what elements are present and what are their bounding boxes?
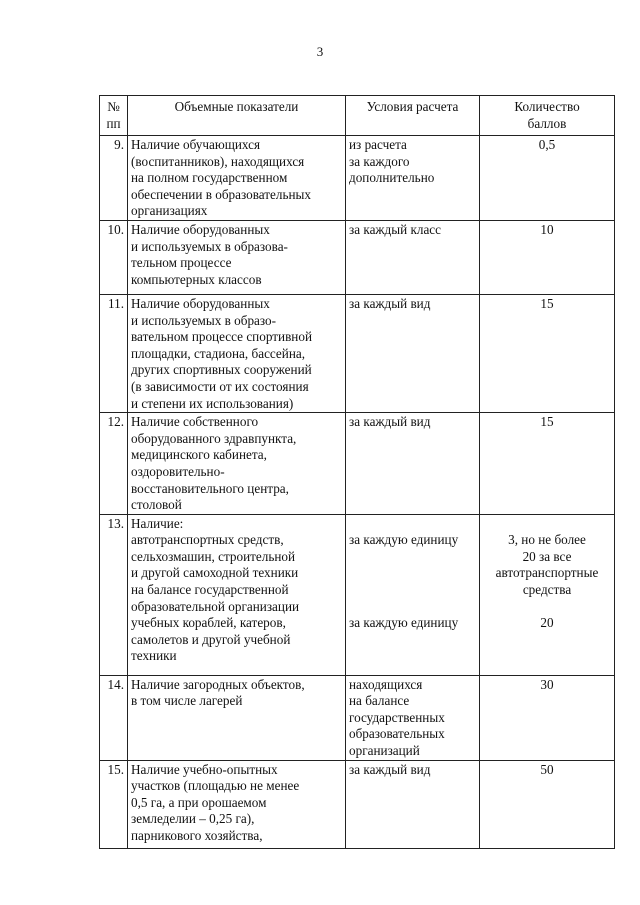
points-line-5 [483, 599, 611, 616]
condition-line-1: за каждого [349, 153, 410, 169]
condition-line-2: дополнительно [349, 170, 435, 186]
row-points [480, 760, 615, 848]
row-indicator [128, 514, 346, 675]
condition-line-0: за каждый вид [349, 761, 431, 777]
indicator-line-7: самолетов и другой учебной [131, 631, 291, 647]
points-line-0: 10 [540, 221, 554, 237]
points-line-0: 30 [540, 676, 554, 692]
header-num [100, 96, 128, 136]
points-line-1: 3, но не более [508, 532, 586, 548]
row-conditions [346, 220, 480, 294]
row-points [480, 220, 615, 294]
indicator-line-3: земледелии – 0,25 га), [131, 811, 255, 827]
indicator-line-0: Наличие оборудованных [131, 295, 270, 311]
indicator-line-4: восстановительного центра, [131, 480, 289, 496]
condition-line-0: из расчета [349, 137, 407, 152]
row-indicator [128, 675, 346, 760]
indicator-line-2: сельхозмашин, строительной [131, 548, 296, 564]
condition-line-2 [349, 549, 476, 566]
indicator-line-4: организациях [131, 203, 208, 219]
indicator-line-0: Наличие оборудованных [131, 221, 270, 237]
table-row [100, 675, 615, 760]
points-line-0 [483, 516, 611, 533]
row-conditions [346, 413, 480, 515]
row-number: 15. [100, 760, 128, 848]
row-points [480, 514, 615, 675]
row-number: 10. [100, 220, 128, 294]
indicator-line-1: участков (площадью не менее [131, 778, 300, 794]
row-conditions [346, 136, 480, 221]
row-indicator [128, 294, 346, 412]
indicator-line-4: других спортивных сооружений [131, 362, 312, 378]
condition-line-0: находящихся [349, 676, 423, 692]
indicator-line-1: и используемых в образо- [131, 312, 277, 328]
indicator-line-2: тельном процессе [131, 255, 232, 271]
row-indicator [128, 220, 346, 294]
header-indicator [128, 96, 346, 136]
indicator-line-5: (в зависимости от их состояния [131, 378, 309, 394]
row-conditions [346, 514, 480, 675]
indicator-line-4: парникового хозяйства, [131, 828, 263, 844]
indicator-line-5: образовательной организации [131, 598, 300, 614]
header-points-line-1: баллов [527, 115, 567, 131]
indicator-line-3: площадки, стадиона, бассейна, [131, 345, 306, 361]
indicator-line-4: на балансе государственной [131, 582, 289, 598]
condition-line-0: за каждый класс [349, 221, 442, 237]
row-points [480, 294, 615, 412]
page-number: 3 [316, 44, 324, 59]
table-header-row [100, 96, 615, 136]
header-indicator-line-0: Объемные показатели [174, 99, 299, 114]
table-row [100, 294, 615, 412]
row-number: 14. [100, 675, 128, 760]
points-line-0: 50 [540, 761, 554, 777]
row-conditions [346, 760, 480, 848]
row-indicator [128, 413, 346, 515]
indicator-line-2: на полном государственном [131, 170, 288, 186]
indicator-line-8: техники [131, 648, 177, 664]
row-number: 9. [100, 136, 128, 221]
row-indicator [128, 760, 346, 848]
indicator-line-2: медицинского кабинета, [131, 447, 267, 463]
condition-line-6: за каждую единицу [349, 615, 459, 631]
points-line-4: средства [522, 582, 572, 598]
indicator-line-1: в том числе лагерей [131, 693, 243, 709]
condition-line-4: организаций [349, 743, 420, 759]
indicator-line-0: Наличие: [131, 515, 184, 531]
condition-line-0: за каждый вид [349, 295, 431, 311]
condition-line-3 [349, 565, 476, 582]
table-row [100, 514, 615, 675]
indicator-line-1: (воспитанников), находящихся [131, 153, 305, 169]
condition-line-1: за каждую единицу [349, 532, 459, 548]
indicator-line-6: учебных кораблей, катеров, [131, 615, 286, 631]
condition-line-5 [349, 599, 476, 616]
row-number: 13. [100, 514, 128, 675]
indicator-line-0: Наличие обучающихся [131, 137, 261, 152]
header-conditions [346, 96, 480, 136]
condition-line-3: образовательных [349, 726, 445, 742]
condition-line-0 [349, 516, 476, 533]
indicator-line-1: автотранспортных средств, [131, 532, 284, 548]
header-conditions-line-0: Условия расчета [366, 99, 459, 114]
header-points [480, 96, 615, 136]
header-num-line-0: № [107, 99, 120, 114]
points-line-6: 20 [540, 615, 554, 631]
indicator-line-0: Наличие учебно-опытных [131, 761, 278, 777]
indicator-line-0: Наличие загородных объектов, [131, 676, 305, 692]
row-points [480, 675, 615, 760]
header-points-line-0: Количество [514, 99, 580, 114]
condition-line-1: на балансе [349, 693, 410, 709]
row-conditions [346, 294, 480, 412]
indicator-line-6: и степени их использования) [131, 395, 294, 411]
condition-line-2: государственных [349, 709, 445, 725]
indicator-line-1: и используемых в образова- [131, 238, 288, 254]
table-row [100, 220, 615, 294]
points-line-0: 15 [540, 295, 554, 311]
row-points [480, 136, 615, 221]
indicator-line-2: вательном процессе спортивной [131, 329, 312, 345]
header-num-line-1: пп [106, 115, 121, 131]
row-points [480, 413, 615, 515]
table-row [100, 760, 615, 848]
condition-line-0: за каждый вид [349, 414, 431, 430]
indicator-line-0: Наличие собственного [131, 414, 259, 430]
row-number: 12. [100, 413, 128, 515]
indicators-table [99, 95, 615, 849]
indicator-line-3: компьютерных классов [131, 271, 262, 287]
table-row [100, 136, 615, 221]
table-row [100, 413, 615, 515]
indicator-line-3: оздоровительно- [131, 463, 225, 479]
points-line-0: 0,5 [538, 137, 556, 152]
indicator-line-1: оборудованного здравпункта, [131, 430, 297, 446]
points-line-2: 20 за все [522, 548, 572, 564]
points-line-3: автотранспортные [495, 565, 599, 581]
indicator-line-2: 0,5 га, а при орошаемом [131, 794, 267, 810]
indicator-line-3: обеспечении в образовательных [131, 186, 311, 202]
row-conditions [346, 675, 480, 760]
indicator-line-5: столовой [131, 497, 182, 513]
row-indicator [128, 136, 346, 221]
indicator-line-3: и другой самоходной техники [131, 565, 299, 581]
condition-line-4 [349, 582, 476, 599]
points-line-0: 15 [540, 414, 554, 430]
row-number: 11. [100, 294, 128, 412]
